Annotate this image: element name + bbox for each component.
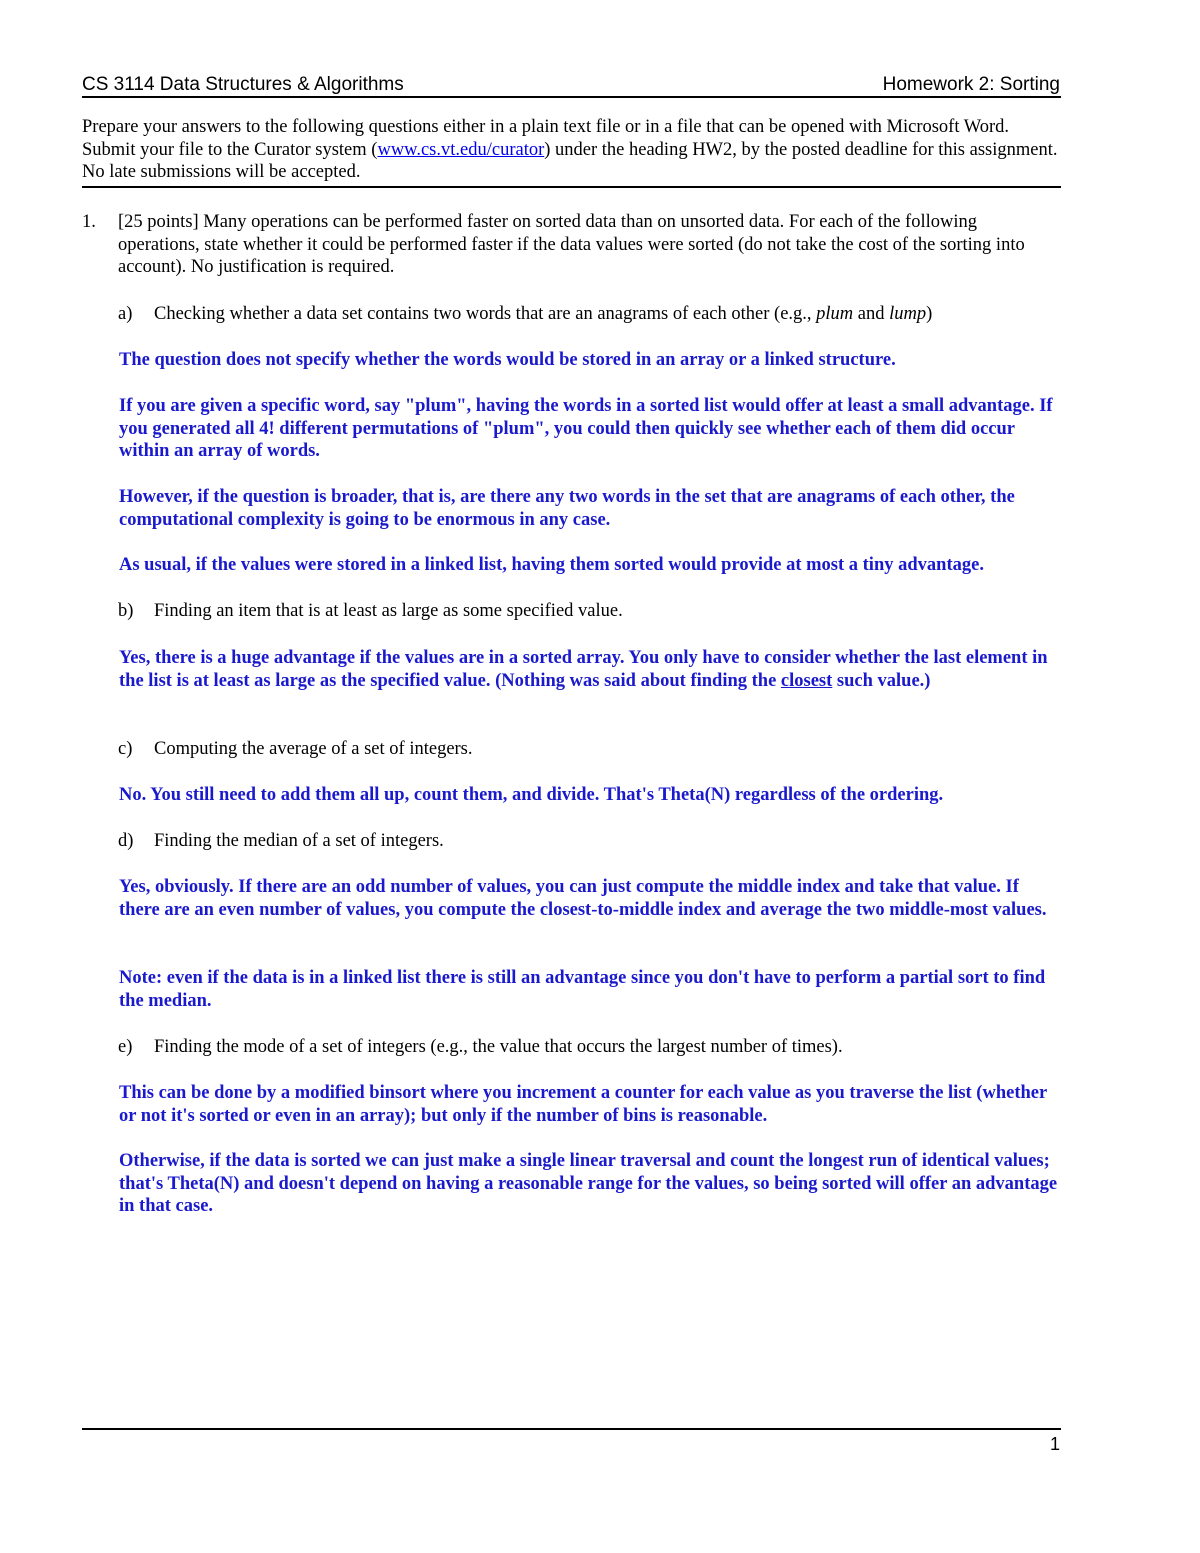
answer-b-1 bbox=[119, 647, 1061, 692]
answer-b-text: Yes, there is a huge advantage if the values are in a sorted array. You only have to consider whether the last element in the list is at least as large as the specified value. (Nothing was said about finding the bbox=[119, 648, 1048, 691]
item-label: e) bbox=[118, 1037, 133, 1057]
example-word-lump: lump bbox=[889, 304, 927, 324]
page-number: 1 bbox=[1049, 1434, 1060, 1454]
item-b bbox=[118, 600, 1058, 623]
answer-a-3: However, if the question is broader, that is, are there any two words in the set that are anagrams of each other, the computational complexity is going to be enormous in any case. bbox=[119, 487, 1015, 530]
course-title: CS 3114 Data Structures & Algorithms bbox=[82, 74, 404, 95]
item-c bbox=[118, 738, 1058, 761]
question-1 bbox=[82, 211, 1060, 279]
item-text bbox=[154, 303, 1058, 326]
item-text: Finding the median of a set of integers. bbox=[154, 831, 444, 851]
item-text: Finding the mode of a set of integers (e.g., the value that occurs the largest number of times). bbox=[154, 1037, 843, 1057]
answer-e-2: Otherwise, if the data is sorted we can just make a single linear traversal and count the longest run of identical values; that's Theta(N) and doesn't depend on having a reasonable range for the values, so being sorted will offer an advantage in that case. bbox=[119, 1151, 1058, 1216]
intro-text-start: Prepare your answers to the following questions either in a plain text file or in a file that can be opened with Microsoft Word. Submit your file to the Curator system ( bbox=[82, 117, 1010, 160]
curator-link[interactable]: www.cs.vt.edu/curator bbox=[377, 139, 545, 160]
item-a-text: Checking whether a data set contains two words that are an anagrams of each other (e.g., bbox=[154, 304, 817, 324]
question-number: 1. bbox=[82, 212, 96, 232]
answer-d-1: Yes, obviously. If there are an odd number of values, you can just compute the middle index and take that value. If there are an even number of values, you compute the closest-to-middle index and average the two middle-most values. bbox=[119, 877, 1047, 920]
item-d bbox=[118, 830, 1058, 853]
item-text: Computing the average of a set of integers. bbox=[154, 739, 473, 759]
item-a bbox=[118, 303, 1058, 326]
item-label: d) bbox=[118, 831, 134, 851]
item-label: b) bbox=[118, 601, 134, 621]
assignment-title: Homework 2: Sorting bbox=[882, 74, 1060, 95]
answer-e-1: This can be done by a modified binsort where you increment a counter for each value as you traverse the list (whether or not it's sorted or even in an array); but only if the number of bins is reasonable. bbox=[119, 1083, 1047, 1126]
intro-divider bbox=[82, 186, 1061, 188]
header-divider bbox=[82, 96, 1061, 98]
intro-text-end: ) under the heading HW2, by the posted deadline for this assignment. No late submissions will be accepted. bbox=[82, 139, 1058, 182]
page-header bbox=[82, 70, 1060, 96]
example-word-plum: plum bbox=[816, 304, 854, 324]
answer-c-1: No. You still need to add them all up, count them, and divide. That's Theta(N) regardless of the ordering. bbox=[119, 785, 944, 805]
answer-a-1: The question does not specify whether the words would be stored in an array or a linked structure. bbox=[119, 350, 896, 370]
item-text: Finding an item that is at least as large as some specified value. bbox=[154, 601, 623, 621]
footer-divider bbox=[82, 1428, 1061, 1430]
intro-paragraph bbox=[82, 116, 1060, 184]
emphasis-closest: closest bbox=[780, 670, 833, 691]
item-label: a) bbox=[118, 304, 133, 324]
item-a-closing: ) bbox=[926, 304, 933, 324]
answer-a-2: If you are given a specific word, say "plum", having the words in a sorted list would offer at least a small advantage. If you generated all 4! different permutations of "plum", you could then quickly see whether each of them did occur within an array of words. bbox=[119, 396, 1053, 461]
question-text: [25 points] Many operations can be performed faster on sorted data than on unsorted data. For each of the following operations, state whether it could be performed faster if the data values were sorted (do not take the cost of the sorting into account). No justification is required. bbox=[118, 212, 1025, 277]
answer-b-text-end: such value.) bbox=[832, 670, 931, 691]
item-label: c) bbox=[118, 739, 133, 759]
item-a-conjunction: and bbox=[853, 304, 890, 324]
item-e bbox=[118, 1036, 1058, 1059]
answer-a-4: As usual, if the values were stored in a linked list, having them sorted would provide at most a tiny advantage. bbox=[119, 555, 984, 575]
answer-d-2: Note: even if the data is in a linked list there is still an advantage since you don't have to perform a partial sort to find the median. bbox=[119, 968, 1046, 1011]
